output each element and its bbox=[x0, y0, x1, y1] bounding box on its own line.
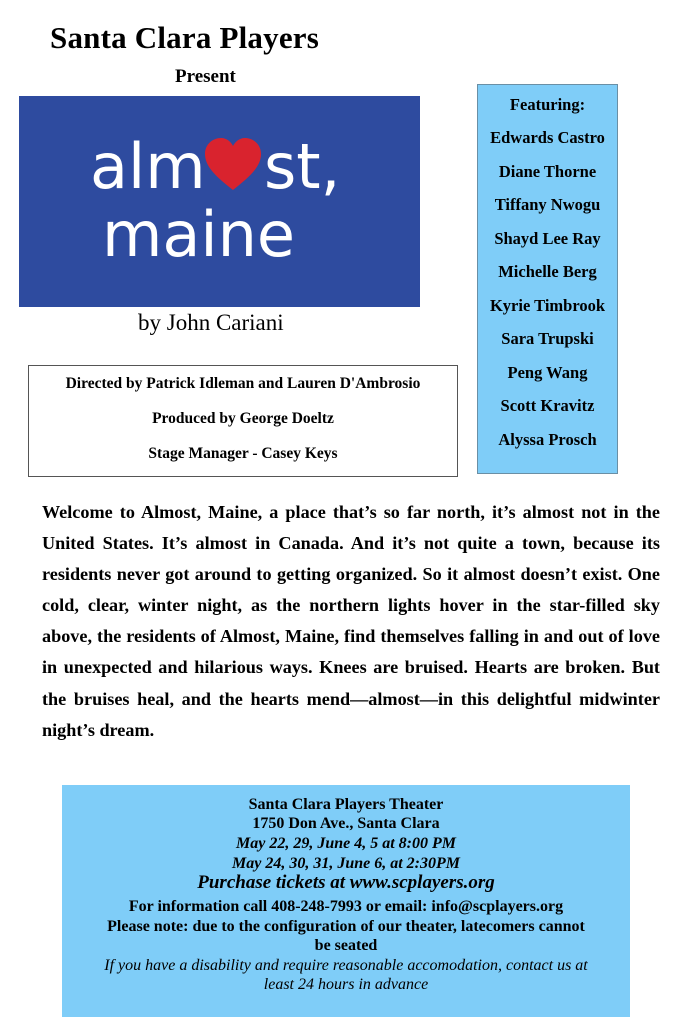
cast-member: Shayd Lee Ray bbox=[494, 229, 601, 248]
cast-member: Sara Trupski bbox=[501, 329, 594, 348]
featuring-panel bbox=[477, 84, 618, 474]
latecomer-note: Please note: due to the configuration of our theater, latecomers cannot bbox=[107, 918, 585, 935]
logo-text-alm: alm bbox=[90, 130, 206, 203]
accessibility-note-cont: least 24 hours in advance bbox=[263, 976, 429, 993]
venue-name: Santa Clara Players Theater bbox=[248, 796, 444, 813]
featuring-heading: Featuring: bbox=[509, 95, 586, 114]
ticket-purchase-link[interactable]: Purchase tickets at www.scplayers.org bbox=[197, 872, 495, 893]
cast-member: Scott Kravitz bbox=[500, 396, 595, 415]
accessibility-note: If you have a disability and require reasonable accomodation, contact us at bbox=[104, 957, 588, 974]
cast-member: Kyrie Timbrook bbox=[489, 296, 606, 315]
cast-member: Diane Thorne bbox=[498, 162, 597, 181]
contact-info: For information call 408-248-7993 or email: info@scplayers.org bbox=[128, 898, 564, 915]
present-label: Present bbox=[175, 66, 236, 87]
producer-credit: Produced by George Doeltz bbox=[152, 410, 334, 427]
logo-text-maine: maine bbox=[102, 198, 296, 271]
cast-member: Edwards Castro bbox=[490, 128, 605, 147]
cast-member: Michelle Berg bbox=[498, 262, 597, 281]
director-credit: Directed by Patrick Idleman and Lauren D'Ambrosio bbox=[65, 375, 421, 392]
logo-text-st: st, bbox=[264, 130, 341, 203]
author-byline: by John Cariani bbox=[138, 310, 284, 335]
heart-icon bbox=[205, 138, 261, 190]
matinee-dates: May 24, 30, 31, June 6, at 2:30PM bbox=[232, 855, 460, 872]
evening-dates: May 22, 29, June 4, 5 at 8:00 PM bbox=[236, 835, 456, 852]
cast-member: Alyssa Prosch bbox=[498, 430, 597, 449]
organization-title: Santa Clara Players bbox=[50, 20, 319, 55]
credits-box bbox=[28, 365, 458, 477]
cast-member: Tiffany Nwogu bbox=[494, 195, 601, 214]
stage-manager-credit: Stage Manager - Casey Keys bbox=[148, 445, 338, 462]
cast-member: Peng Wang bbox=[507, 363, 588, 382]
show-description: Welcome to Almost, Maine, a place that’s so far north, it’s almost not in the United States. It’s almost in Canada. And it’s not quite a town, because its residents never got around to getting organized. So it almost doesn’t exist. One cold, clear, winter night, as the northern lights hover in the star-filled sky above, the residents of Almost, Maine, find themselves falling in and out of love in unexpected and hilarious ways. Knees are bruised. Hearts are broken. But the bruises heal, and the hearts mend—almost—in this delightful midwinter night’s dream. bbox=[42, 502, 660, 740]
performance-info-box bbox=[62, 785, 630, 1017]
show-logo bbox=[19, 96, 420, 307]
latecomer-note-cont: be seated bbox=[314, 937, 378, 954]
venue-address: 1750 Don Ave., Santa Clara bbox=[252, 815, 440, 832]
